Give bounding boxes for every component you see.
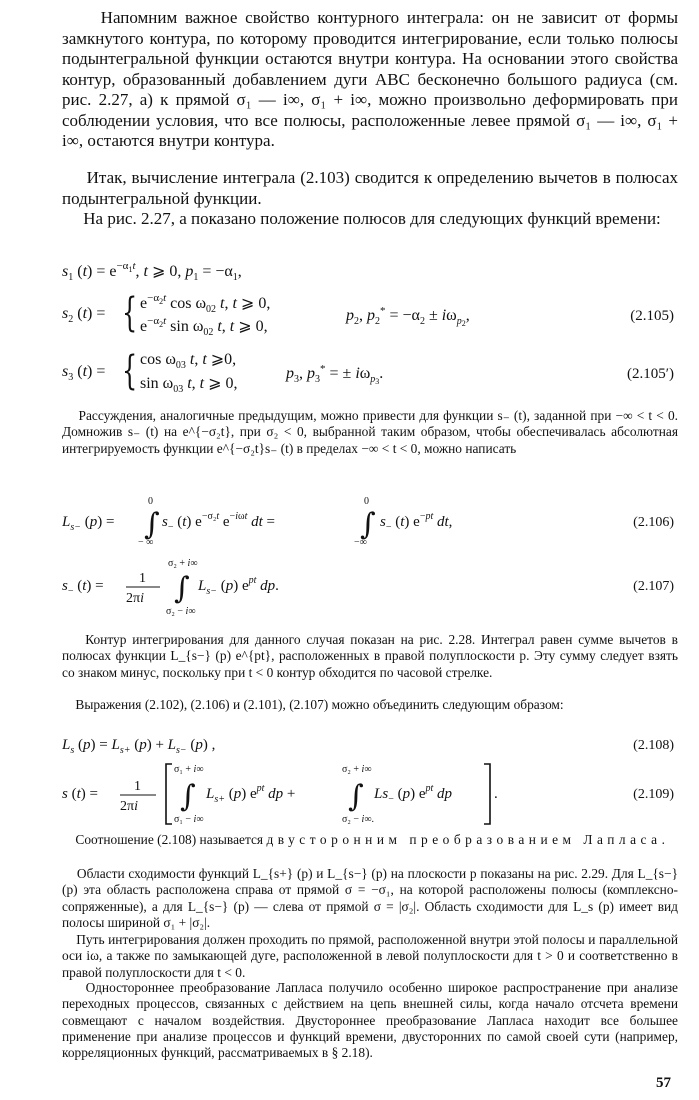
- equation-2-107: [62, 556, 682, 618]
- paragraph-contour-property: [62, 8, 678, 152]
- svg-text:s3 (t) =: $s_3$ (t) =: [62, 363, 106, 383]
- page-number: 57: [656, 1075, 671, 1091]
- svg-text:cos ω03 t, t ⩾0,: $\cos \omega_{03}$ t, t ⩾0,: [140, 351, 237, 371]
- paragraph-text: На рис. 2.27, а показано положение полюсов для следующих функций времени:: [83, 209, 661, 228]
- paragraph-convergence: [62, 866, 678, 931]
- svg-text:s1 (t) = e−α1t, t ⩾ 0, p1 =: $s_1$ $(t) = e^{-\alpha}1t$, t ⩾ 0, $p_1 = -\alpha_1$,: [62, 260, 242, 283]
- equation-2-106-render: [62, 494, 682, 548]
- paragraph-text: Путь интегрирования должен проходить по прямой, расположенной внутри этой полосы и параллельной оси iω, а также по замыкающей дуге, расположенной в левой полуплоскости для t > 0 и соответственно в правой полуплоскости для t < 0.: [62, 932, 678, 980]
- svg-text:s− (t) e−pt dt,: $s_-$ (t) $e^{-pt}$ dt,: [380, 511, 453, 533]
- svg-text:p2, p2* = −α2 ± iωp2,: $p_2$, $p_2^* = -\alpha_2 \pm i\omega_p2$,: [346, 305, 470, 328]
- svg-text:(2.105′): (2.105′): [626, 366, 674, 382]
- svg-text:∫: ∫: [180, 779, 196, 814]
- svg-text:0: 0: [148, 496, 153, 507]
- svg-text:s− (t) =: $s_-$ (t) =: [62, 578, 104, 597]
- paragraph-text: Соотношение (2.108) называется: [75, 832, 264, 847]
- svg-text:σ₂ − i∞: σ₂ − i∞: [166, 606, 196, 617]
- paragraph-text: Итак, вычисление интеграла (2.103) сводится к определению вычетов в полюсах подынтегральной функции.: [62, 168, 679, 208]
- svg-text:(2.107): (2.107): [633, 579, 674, 594]
- paragraph-integration-path: [62, 932, 678, 981]
- paragraph-two-sided-definition: [62, 832, 678, 848]
- equation-2-108: [62, 732, 682, 756]
- equation-2-106: [62, 494, 682, 548]
- svg-text:Ls (p) = Ls+ (p) + Ls− (p) ,: $L_s$ $(p) = L_{s+}$ $(p) + L_{s-}$ (p) ,: [62, 737, 216, 756]
- svg-text:∫: ∫: [348, 779, 364, 814]
- equation-2-109-render: [62, 758, 682, 828]
- paragraph-text: Напомним важное свойство контурного интеграла: он не зависит от формы замкнутого контура, по которому проводится интегрирование, если только полюсы подынтегральной функции остаются внутри контура. На основании этого свойства контур, образованный добавлением дуги ABC бесконечно большого радиуса (см. рис. 2.27, а) к прямой σ₁ — i∞, σ₁ + i∞, можно произвольно деформировать при соблюдении условия, что все полюсы, расположенные левее прямой σ₁ — i∞, σ₁ + i∞, остаются внутри контура.: [62, 8, 679, 150]
- svg-text:{: {: [122, 346, 138, 394]
- svg-text:s2 (t) =: $s_2$ (t) =: [62, 305, 106, 325]
- equation-2-105-render: [62, 288, 682, 338]
- svg-text:0: 0: [364, 496, 369, 507]
- paragraph-laplace-usage: [62, 980, 678, 1061]
- paragraph-text: Контур интегрирования для данного случая показан на рис. 2.28. Интеграл равен сумме вычетов в полюсах функции L_{s−} (p) e^{pt}, расположенных в правой полуплоскости p. Эту сумму следует взять со знаком минус, поскольку при t < 0 контур обходится по часовой стрелке.: [62, 632, 678, 680]
- svg-text:σ₁ + i∞: σ₁ + i∞: [174, 764, 204, 775]
- svg-text:.: .: [494, 786, 498, 802]
- svg-text:(2.108): (2.108): [633, 738, 674, 753]
- svg-text:∫: ∫: [360, 507, 376, 542]
- paragraph-residues: [62, 168, 678, 209]
- svg-text:∫: ∫: [144, 507, 160, 542]
- emphasized-term: двусторонним преобразованием Лапласа.: [266, 832, 670, 847]
- svg-text:e−α2t cos ω02 t, t ⩾ 0,: $e^{-\alpha}2t$ $\cos \omega_{02}$ t, t ⩾ 0,: [140, 292, 271, 315]
- svg-text:σ₂ − i∞.: σ₂ − i∞.: [342, 814, 374, 825]
- svg-text:Ls− (p) ept dp: $Ls_-$ (p) $e^{pt}$ dp: [374, 783, 453, 805]
- svg-text:e−α2t sin ω02 t, t ⩾ 0,: $e^{-\alpha}2t$ $\sin \omega_{02}$ t, t ⩾ 0,: [140, 315, 268, 338]
- paragraph-text: Одностороннее преобразование Лапласа получило особенно широкое распространение при анализе переходных процессов, связанных с действием на цепь внешней силы, когда начало отсчета времени совмещают с началом воздействия. Двустороннее преобразование Лапласа находит все большее применение при анализе процессов и функций времени, двусторонних по самой своей сути (например, корреляционных функций, рассматриваемых в § 2.18).: [62, 980, 679, 1061]
- equation-2-107-render: [62, 556, 682, 618]
- equation-s1: [62, 258, 682, 282]
- svg-text:−∞: −∞: [354, 537, 367, 548]
- svg-text:s− (t) e−σ₂t e−iωt dt =: $s_-$ (t) $e^{-\sigma_2t}$ $e^{-i\omega t}$ dt =: [162, 511, 275, 533]
- equation-s1-render: [62, 258, 682, 284]
- svg-text:− ∞: − ∞: [138, 537, 154, 548]
- svg-text:Ls+ (p) ept dp +: $L_{s+}$ (p) $e^{pt}$ dp +: [206, 783, 296, 805]
- equation-2-105: [62, 288, 682, 338]
- svg-text:σ₁ − i∞: σ₁ − i∞: [174, 814, 204, 825]
- svg-text:2πi: 2πi: [120, 799, 138, 814]
- svg-text:sin ω03 t, t ⩾ 0,: $\sin \omega_{03}$ t, t ⩾ 0,: [140, 375, 238, 395]
- svg-text:σ₂ + i∞: σ₂ + i∞: [168, 558, 198, 569]
- paragraph-text: Рассуждения, аналогичные предыдущим, можно привести для функции s₋ (t), заданной при −∞ < t < 0. Домножив s₋ (t) на e^{−σ₂t}, при σ₂ < 0, выбранной таким образом, чтобы обеспечивалась абсолютная интегрируемость функции e^{−σ₂t}s₋ (t) в пределах −∞ < t < 0, можно написать: [62, 408, 678, 456]
- svg-text:p3, p3* = ± iωp3.: $p_3$, $p_3^*$ = ± $i\omega_p3$.: [286, 363, 384, 386]
- svg-text:(2.106): (2.106): [633, 515, 674, 530]
- svg-text:∫: ∫: [174, 571, 190, 606]
- svg-text:1: 1: [134, 779, 141, 794]
- paragraph-combine: [62, 697, 678, 713]
- svg-text:Ls− (p) =: $L_{s-}$ (p) =: [62, 514, 115, 533]
- paragraph-text: Выражения (2.102), (2.106) и (2.101), (2.107) можно объединить следующим образом:: [75, 697, 564, 712]
- paragraph-two-sided-intro: [62, 408, 678, 457]
- paragraph-contour-fig: [62, 632, 678, 681]
- paragraph-text: Области сходимости функций L_{s+} (p) и L_{s−} (p) на плоскости p показаны на рис. 2.29. Для L_{s−} (p) эта область расположена справа от прямой σ = −σ₁, на которой расположены полюсы (комплексно-сопряженные), а для L_{s−} (p) — слева от прямой σ = |σ₂|. Область сходимости для L_s (p) имеет вид полосы шириной σ₁ + |σ₂|.: [62, 866, 679, 930]
- paragraph-poles-intro: [62, 209, 678, 230]
- svg-text:1: 1: [139, 571, 146, 586]
- equation-2-105-prime: [62, 344, 682, 396]
- svg-text:Ls− (p) ept dp.: $L_{s-}$ (p) $e^{pt}$ dp.: [198, 575, 279, 597]
- svg-text:{: {: [122, 288, 138, 336]
- equation-2-105-prime-render: [62, 344, 682, 396]
- svg-text:(2.109): (2.109): [633, 787, 674, 802]
- svg-text:2πi: 2πi: [126, 591, 144, 606]
- equation-2-109: [62, 758, 682, 828]
- svg-text:σ₂ + i∞: σ₂ + i∞: [342, 764, 372, 775]
- svg-text:s (t) =: s (t) =: [62, 786, 98, 802]
- equation-2-108-render: [62, 732, 682, 756]
- svg-text:(2.105): (2.105): [630, 308, 674, 324]
